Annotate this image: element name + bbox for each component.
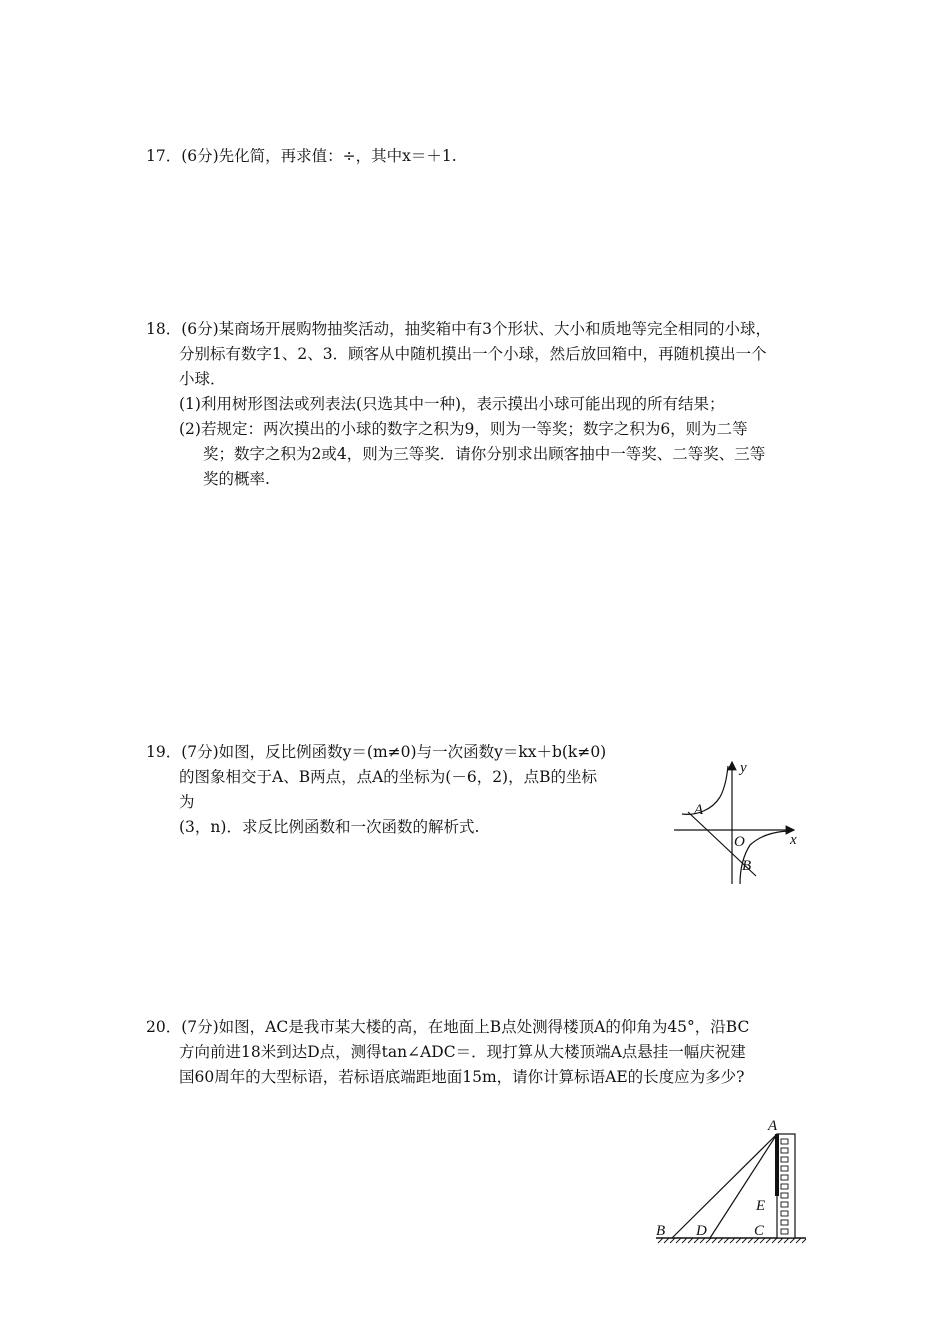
q19-label-a: A bbox=[694, 802, 704, 818]
q20-label-b: B bbox=[656, 1223, 666, 1239]
q18-line-1: 18．(6分)某商场开展购物抽奖活动，抽奖箱中有3个形状、大小和质地等完全相同的小球， bbox=[146, 320, 772, 338]
q19-figure bbox=[668, 752, 808, 892]
q19-label-y: y bbox=[740, 760, 747, 776]
q18-line-3: 小球． bbox=[179, 370, 226, 388]
q20-label-c: C bbox=[754, 1223, 765, 1239]
q19-label-o: O bbox=[734, 834, 745, 850]
q19-line-2: 的图象相交于A、B两点，点A的坐标为(－6，2)，点B的坐标 bbox=[179, 768, 597, 786]
q20-building bbox=[777, 1134, 795, 1238]
q20-label-e: E bbox=[756, 1198, 766, 1214]
q19-label-x: x bbox=[790, 832, 797, 848]
q18-part-2-end: 奖的概率. bbox=[203, 470, 270, 488]
q19-line-4: (3，n)．求反比例函数和一次函数的解析式. bbox=[179, 818, 480, 836]
q20-ground-hatch bbox=[658, 1238, 806, 1243]
q20-line-3: 国60周年的大型标语，若标语底端距地面15m，请你计算标语AE的长度应为多少? bbox=[179, 1068, 745, 1086]
q18-part-2: (2)若规定：两次摸出的小球的数字之积为9，则为一等奖；数字之积为6，则为二等 bbox=[179, 420, 748, 438]
q18-part-1: (1)利用树形图法或列表法(只选其中一种)，表示摸出小球可能出现的所有结果； bbox=[179, 395, 725, 413]
q20-figure bbox=[650, 1112, 820, 1252]
q18-line-2: 分别标有数字1、2、3．顾客从中随机摸出一个小球，然后放回箱中，再随机摸出一个 bbox=[179, 345, 767, 363]
q20-label-d: D bbox=[696, 1223, 707, 1239]
q20-line-2: 方向前进18米到达D点，测得tan∠ADC＝．现打算从大楼顶端A点悬挂一幅庆祝建 bbox=[179, 1043, 746, 1061]
q19-line-3: 为 bbox=[179, 793, 195, 811]
q19-label-b: B bbox=[742, 858, 752, 874]
q19-line-1: 19．(7分)如图，反比例函数y＝(m≠0)与一次函数y＝kx＋b(k≠0) bbox=[146, 743, 607, 761]
q20-line-ad bbox=[710, 1134, 777, 1238]
q20-line-1: 20．(7分)如图，AC是我市某大楼的高，在地面上B点处测得楼顶A的仰角为45°，沿BC bbox=[146, 1018, 750, 1036]
q17-text: 17．(6分)先化简，再求值：÷，其中x＝＋1. bbox=[146, 147, 457, 165]
q19-hyperbola-branch-left bbox=[682, 766, 728, 814]
q18-part-2-cont: 奖；数字之积为2或4，则为三等奖．请你分别求出顾客抽中一等奖、二等奖、三等 bbox=[203, 445, 766, 463]
q20-label-a: A bbox=[768, 1118, 778, 1134]
